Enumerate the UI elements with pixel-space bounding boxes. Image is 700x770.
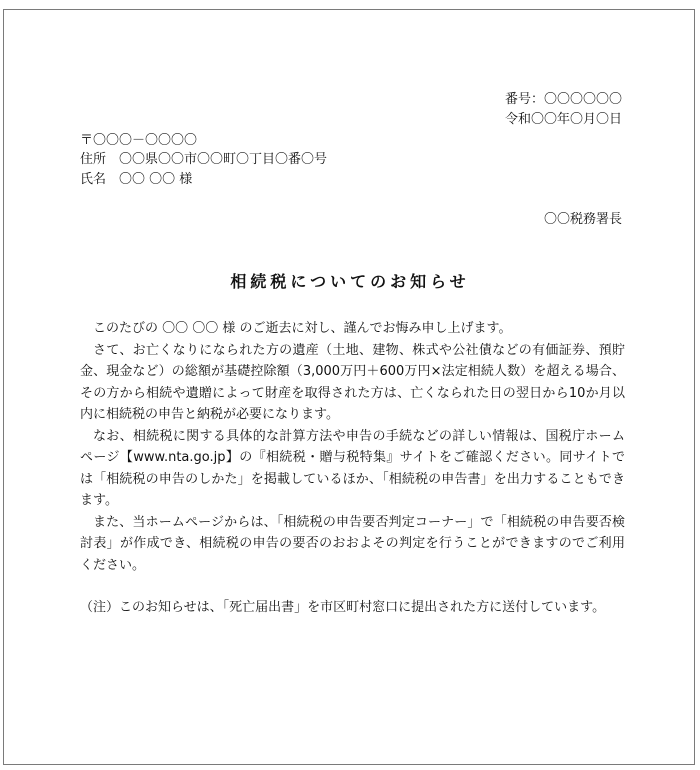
paragraph-information: なお、相続税に関する具体的な計算方法や申告の手続などの詳しい情報は、国税庁ホームページ【www.nta.go.jp】の『相続税・贈与税特集』サイトをご確認ください。同サイトでは「相続税の申告のしかた」を掲載しているほか、「相続税の申告書」を出力することもできます。 [80, 428, 625, 508]
paragraph-condolence: このたびの 〇〇 〇〇 様 のご逝去に対し、謹んでお悔み申し上げます。 [93, 321, 512, 336]
paragraph-requirement: さて、お亡くなりになられた方の遺産（土地、建物、株式や公社債などの有価証券、預貯金、現金など）の総額が基礎控除額（3,000万円＋600万円×法定相続人数）を超える場合、その方から相続や遺贈によって財産を取得された方は、亡くなられた日の翌日から10か月以内に相続税の申告と納税が必要になります。 [80, 342, 625, 422]
postal-code: 〒〇〇〇－〇〇〇〇 [80, 133, 198, 148]
recipient-name [80, 172, 192, 188]
name-label: 氏名 [80, 172, 107, 187]
note-paragraph: （注）このお知らせは、「死亡届出書」を市区町村窓口に提出された方に送付しています。 [80, 600, 606, 615]
address-label: 住所 [80, 152, 107, 167]
notice-body [80, 318, 625, 619]
document-date: 令和〇〇年〇月〇日 [504, 112, 622, 127]
address-value: 〇〇県〇〇市〇〇町〇丁目〇番〇号 [119, 152, 328, 167]
name-value: 〇〇 〇〇 様 [119, 172, 193, 187]
document-number: 番号：〇〇〇〇〇〇 [504, 92, 622, 107]
notice-title: 相続税についてのお知らせ [230, 272, 470, 291]
recipient-address [80, 152, 327, 168]
sender-office: 〇〇税務署長 [543, 212, 622, 227]
paragraph-checker: また、当ホームページからは、「相続税の申告要否判定コーナー」で「相続税の申告要否検討表」が作成でき、相続税の申告の要否のおおよその判定を行うことができますのでご利用ください。 [80, 514, 625, 573]
